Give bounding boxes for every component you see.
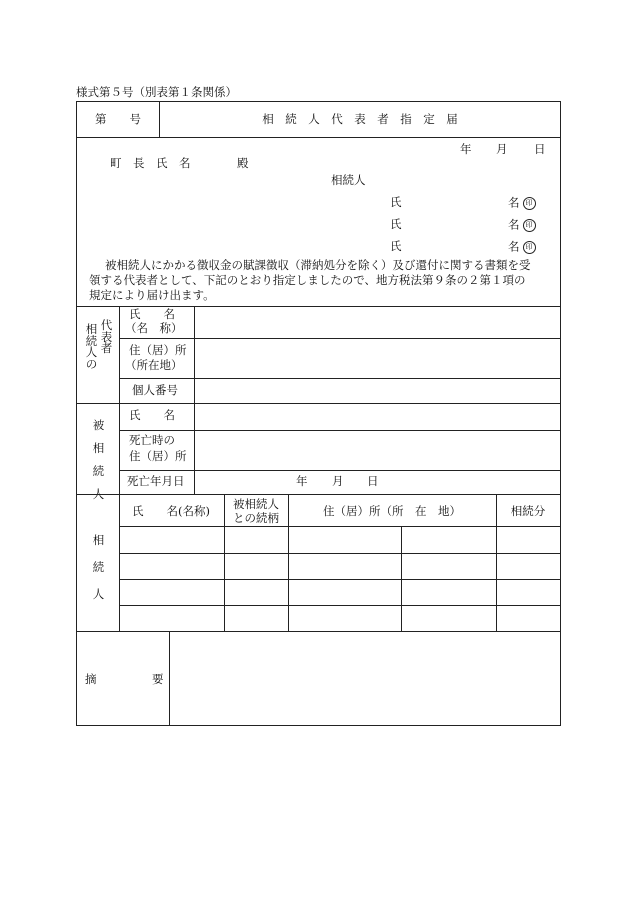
heirs-col-address: 住（居）所（所 在 地） [323, 504, 461, 518]
heirs-section-label: 相続人 [92, 533, 105, 602]
heirs-col-relation-2: との続柄 [233, 511, 279, 525]
divider [159, 102, 160, 137]
rep-address-label-2: （所在地） [125, 358, 183, 372]
rep-name-label-1: 氏 名 [129, 307, 175, 321]
form-title: 相 続 人 代 表 者 指 定 届 [262, 112, 458, 126]
seal-icon: 印 [523, 219, 536, 232]
signer-2-surname-label: 氏 [390, 217, 402, 231]
addressee-label: 町 長 氏 名 [110, 156, 191, 170]
death-year-label: 年 [296, 474, 308, 488]
rep-address-label-1: 住（居）所 [129, 343, 187, 357]
death-day-label: 日 [367, 474, 379, 488]
signer-2-name-label: 名 印 [508, 219, 536, 232]
signer-3-name-label: 名 印 [508, 241, 536, 254]
divider [119, 470, 560, 471]
rep-personal-number-label: 個人番号 [132, 383, 178, 397]
deceased-name-field[interactable] [195, 404, 559, 429]
number-label: 第 号 [95, 112, 141, 126]
heirs-col-name: 氏 名(名称) [132, 504, 210, 518]
seal-icon: 印 [523, 197, 536, 210]
divider [119, 306, 120, 403]
signer-1-name-label: 名 印 [508, 197, 536, 210]
deceased-name-label: 氏 名 [129, 408, 175, 422]
remarks-field[interactable] [170, 632, 559, 724]
heir-row-3[interactable] [120, 580, 560, 604]
notice-body-line-3: 規定により届け出ます。 [89, 288, 215, 302]
heirs-col-relation-1: 被相続人 [233, 497, 279, 511]
notice-day-label: 日 [534, 142, 546, 156]
heir-row-2[interactable] [120, 554, 560, 578]
rep-name-field[interactable] [195, 307, 559, 337]
seal-icon: 印 [523, 241, 536, 254]
death-date-label: 死亡年月日 [127, 474, 185, 488]
deceased-address-label-2: 住（居）所 [129, 449, 187, 463]
notice-month-label: 月 [496, 142, 508, 156]
addressee-suffix: 殿 [237, 156, 249, 170]
deceased-address-label-1: 死亡時の [129, 433, 175, 447]
representative-section-label-b: 代表者 [100, 318, 113, 355]
deceased-address-field[interactable] [195, 431, 559, 469]
remarks-label-right: 要 [152, 672, 164, 686]
signer-1-surname-label: 氏 [390, 195, 402, 209]
representative-section-label-a: 相続人の [85, 322, 98, 371]
notice-body-line-2: 領する代表者として、下記のとおり指定しましたので、地方税法第９条の２第１項の [89, 273, 526, 287]
notice-body-line-1: 被相続人にかかる徴収金の賦課徴収（滞納処分を除く）及び還付に関する書類を受 [105, 258, 531, 272]
rep-address-field[interactable] [195, 339, 559, 377]
form-frame [76, 101, 561, 726]
death-month-label: 月 [332, 474, 344, 488]
divider [119, 403, 120, 494]
rep-personal-number-field[interactable] [195, 379, 559, 402]
heirs-label: 相続人 [331, 173, 366, 187]
notice-year-label: 年 [460, 142, 472, 156]
rep-name-label-2: （名 称） [125, 321, 183, 335]
divider [77, 494, 560, 495]
remarks-label-left: 摘 [85, 672, 97, 686]
deceased-section-label: 被相続人 [92, 418, 105, 501]
heir-row-4[interactable] [120, 606, 560, 630]
heir-row-1[interactable] [120, 527, 560, 552]
heirs-col-share: 相続分 [510, 504, 546, 518]
divider [77, 137, 560, 138]
signer-3-surname-label: 氏 [390, 239, 402, 253]
form-number-label: 様式第５号（別表第１条関係） [76, 85, 237, 99]
